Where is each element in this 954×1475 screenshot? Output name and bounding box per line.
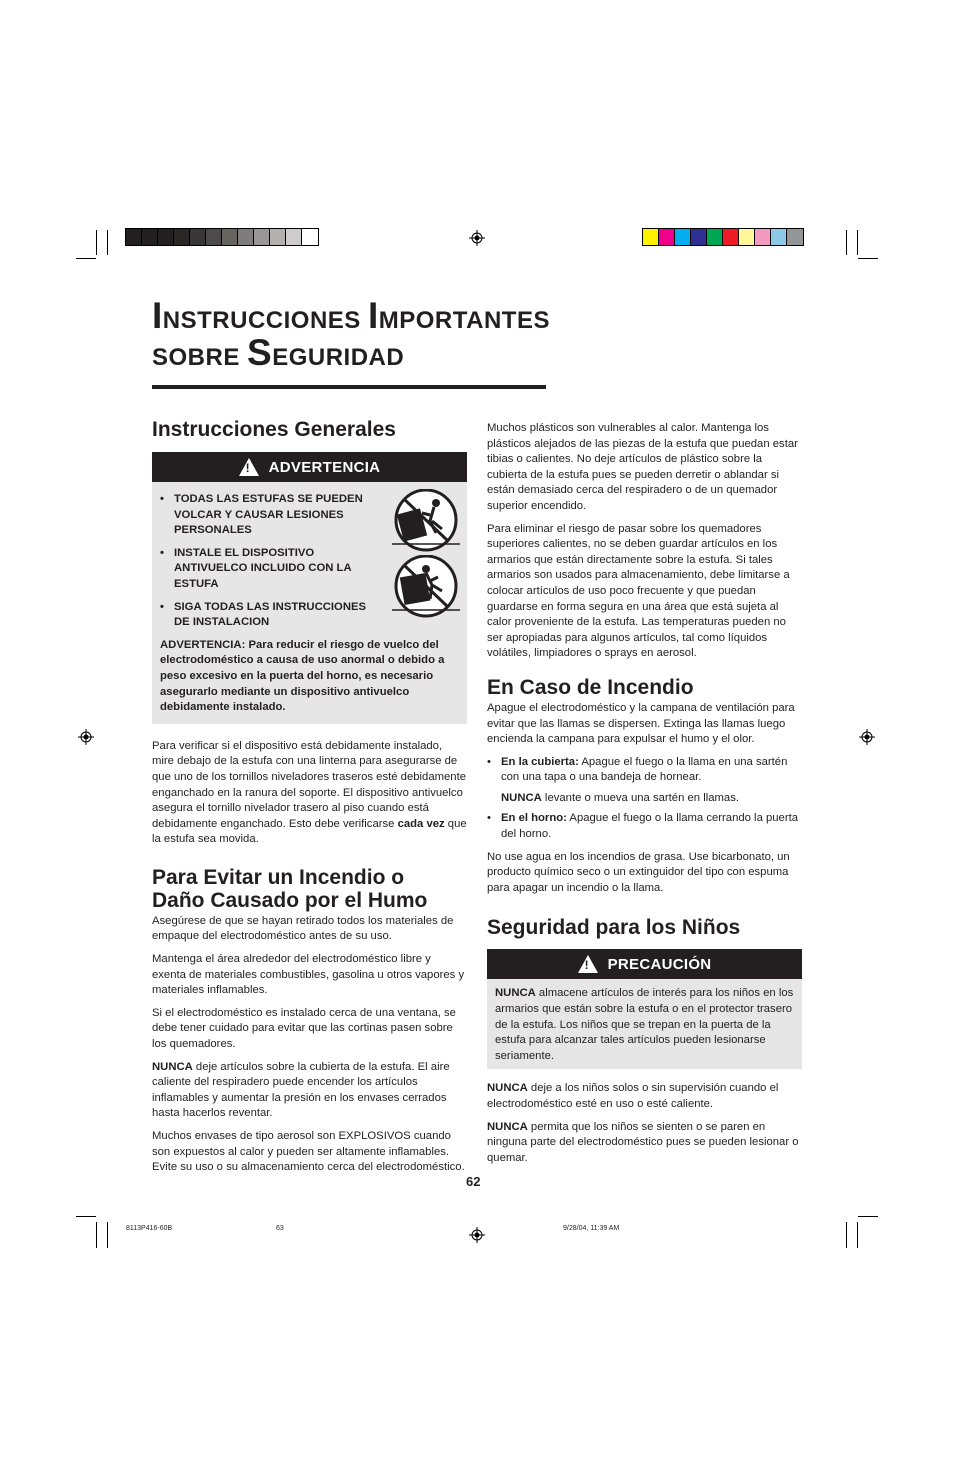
crop-mark (857, 230, 858, 255)
crop-mark (76, 1216, 96, 1217)
warning-box (152, 452, 467, 724)
paragraph: NUNCA permita que los niños se sienten o se paren en ninguna parte del electrodoméstico pues se pueden lesionar o quemar. (487, 1120, 799, 1164)
crop-mark (107, 1222, 108, 1248)
paragraph: Muchos plásticos son vulnerables al calor. Mantenga los plásticos alejados de las piezas de la estufa que puedan estar tibias o calientes. No deje artículos de plástico sobre la cubierta de la estufa pues se pueden derretir o ablandar si están demasiado cerca del respiradero o de un quemador superior encendido. (487, 422, 798, 512)
color-swatch (707, 229, 723, 245)
warning-header: ! ADVERTENCIA (152, 452, 467, 482)
color-swatch (270, 229, 286, 245)
crop-mark (846, 1222, 847, 1248)
color-swatch (643, 229, 659, 245)
crop-mark (107, 230, 108, 255)
color-bar (642, 228, 804, 246)
right-column (487, 421, 802, 1173)
crop-mark (96, 1222, 97, 1248)
registration-mark-icon (78, 729, 94, 745)
tipping-range-icon (390, 489, 460, 553)
paragraph: NUNCA deje artículos sobre la cubierta de la estufa. El aire caliente del respiradero puede encender los artículos inflamables y aumentar la presión en los envases cerrados hasta hacerlos reventar. (152, 1060, 450, 1120)
color-swatch (286, 229, 302, 245)
color-swatch (675, 229, 691, 245)
list-item: • En el horno: Apague el fuego o la llama cerrando la puerta del horno. (487, 811, 802, 842)
color-swatch (691, 229, 707, 245)
list-item: • INSTALE EL DISPOSITIVO ANTIVUELCO INCLUIDO CON LA ESTUFA (160, 546, 372, 593)
title-rule (152, 385, 546, 389)
crop-mark (857, 1222, 858, 1248)
warning-triangle-icon: ! (578, 955, 598, 973)
warning-text: ADVERTENCIA: Para reducir el riesgo de vuelco del electrodoméstico a causa de uso anormal o debido a peso excesivo en la puerta del horno, es necesario asegurarlo mediante un dispositivo antivuelco debidamente instalado. (160, 638, 445, 714)
crop-mark (858, 1216, 878, 1217)
color-swatch (739, 229, 755, 245)
color-swatch (254, 229, 270, 245)
color-swatch (126, 229, 142, 245)
paragraph: Muchos envases de tipo aerosol son EXPLOSIVOS cuando son expuestos al calor y pueden ser altamente inflamables. Evite su uso o su almacenamiento cerca del electrodoméstico. (152, 1130, 465, 1174)
caution-header: ! PRECAUCIÓN (487, 949, 802, 979)
crop-mark (858, 258, 878, 259)
paragraph: Apague el electrodoméstico y la campana de ventilación para evitar que las llamas se dispersen. Extinga las llamas luego encienda la campana para expulsar el humo y el olor. (487, 701, 795, 746)
page-number: 62 (466, 1174, 481, 1189)
paragraph: Para eliminar el riesgo de pasar sobre los quemadores superiores calientes, no se deben guardar artículos en los armarios que están directamente sobre la estufa. Si tales armarios son usados para almacenamiento, debe limitarse a colocar artículos de uso poco frecuente y que puedan guardarse en forma segura en una área que está sujeta al calor proveniente de la estufa. Las temperaturas pueden no ser apropiadas para algunos artículos, tal como líquidos volátiles, limpiadores o sprays en aerosol. (487, 522, 790, 660)
child-on-door-icon (390, 555, 460, 619)
footer-page: 63 (276, 1225, 284, 1232)
registration-mark-icon (469, 230, 485, 246)
color-swatch (723, 229, 739, 245)
color-swatch (142, 229, 158, 245)
caution-text: NUNCA almacene artículos de interés para los niños en los armarios que están sobre la estufa o en el protector trasero de la estufa. Los niños que se trepan en la puerta de la estufa para alcanzar tales artículos pueden lesionarse seriamente. (495, 987, 794, 1062)
list-item: • TODAS LAS ESTUFAS SE PUEDEN VOLCAR Y CAUSAR LESIONES PERSONALES (160, 492, 372, 539)
paragraph: Si el electrodoméstico es instalado cerca de una ventana, se debe tener cuidado para evitar que las cortinas pasen sobre los quemadores. (152, 1006, 456, 1051)
grayscale-bar (125, 228, 319, 246)
list-item: • En la cubierta: Apague el fuego o la llama en una sartén con una tapa o una bandeja de hornear. NUNCA levante o mueva una sartén en llamas. (487, 755, 802, 807)
color-swatch (206, 229, 222, 245)
section-heading: En Caso de Incendio (487, 675, 694, 699)
crop-mark (96, 230, 97, 255)
footer-code: 8113P416-60B (126, 1225, 173, 1232)
paragraph: NUNCA deje a los niños solos o sin supervisión cuando el electrodoméstico esté en uso o esté caliente. (487, 1082, 779, 1110)
color-swatch (302, 229, 318, 245)
list-item: • SIGA TODAS LAS INSTRUCCIONES DE INSTALACION (160, 600, 372, 631)
footer-date: 9/28/04, 11:39 AM (563, 1225, 620, 1232)
registration-mark-icon (469, 1227, 485, 1243)
color-swatch (755, 229, 771, 245)
color-swatch (174, 229, 190, 245)
color-swatch (222, 229, 238, 245)
color-swatch (158, 229, 174, 245)
section-heading: Instrucciones Generales (152, 418, 396, 441)
caution-box (487, 949, 802, 1069)
left-column (152, 418, 467, 1183)
paragraph: Asegúrese de que se hayan retirado todos los materiales de empaque del electrodoméstico antes de su uso. (152, 914, 454, 943)
crop-mark (846, 230, 847, 255)
color-swatch (771, 229, 787, 245)
crop-mark (76, 258, 96, 259)
color-swatch (238, 229, 254, 245)
page-title: INSTRUCCIONES IMPORTANTES SOBRE SEGURIDAD (152, 295, 550, 373)
registration-mark-icon (859, 729, 875, 745)
fire-list (487, 755, 802, 843)
section-heading: Para Evitar un Incendio o Daño Causado por el Humo (152, 865, 428, 912)
warning-list (160, 492, 372, 631)
paragraph: Para verificar si el dispositivo está debidamente instalado, mire debajo de la estufa con una linterna para asegurarse de que uno de los tornillos niveladores traseros esté debidamente enganchado en la ranura del soporte. El dispositivo antivuelco asegura el tornillo nivelador trasero al piso cuando está debidamente enganchado. Esto debe verificarse cada vez que la estufa sea movida. (152, 739, 467, 846)
paragraph: Mantenga el área alrededor del electrodoméstico libre y exenta de materiales combustibles, gasolina u otros vapores y materiales inflamables. (152, 953, 465, 997)
color-swatch (190, 229, 206, 245)
color-swatch (787, 229, 803, 245)
paragraph: No use agua en los incendios de grasa. Use bicarbonato, un producto químico seco o un extinguidor del tipo con espuma para apagar un incendio o la llama. (487, 850, 790, 894)
warning-triangle-icon: ! (239, 458, 259, 476)
section-heading: Seguridad para los Niños (487, 916, 741, 940)
color-swatch (659, 229, 675, 245)
